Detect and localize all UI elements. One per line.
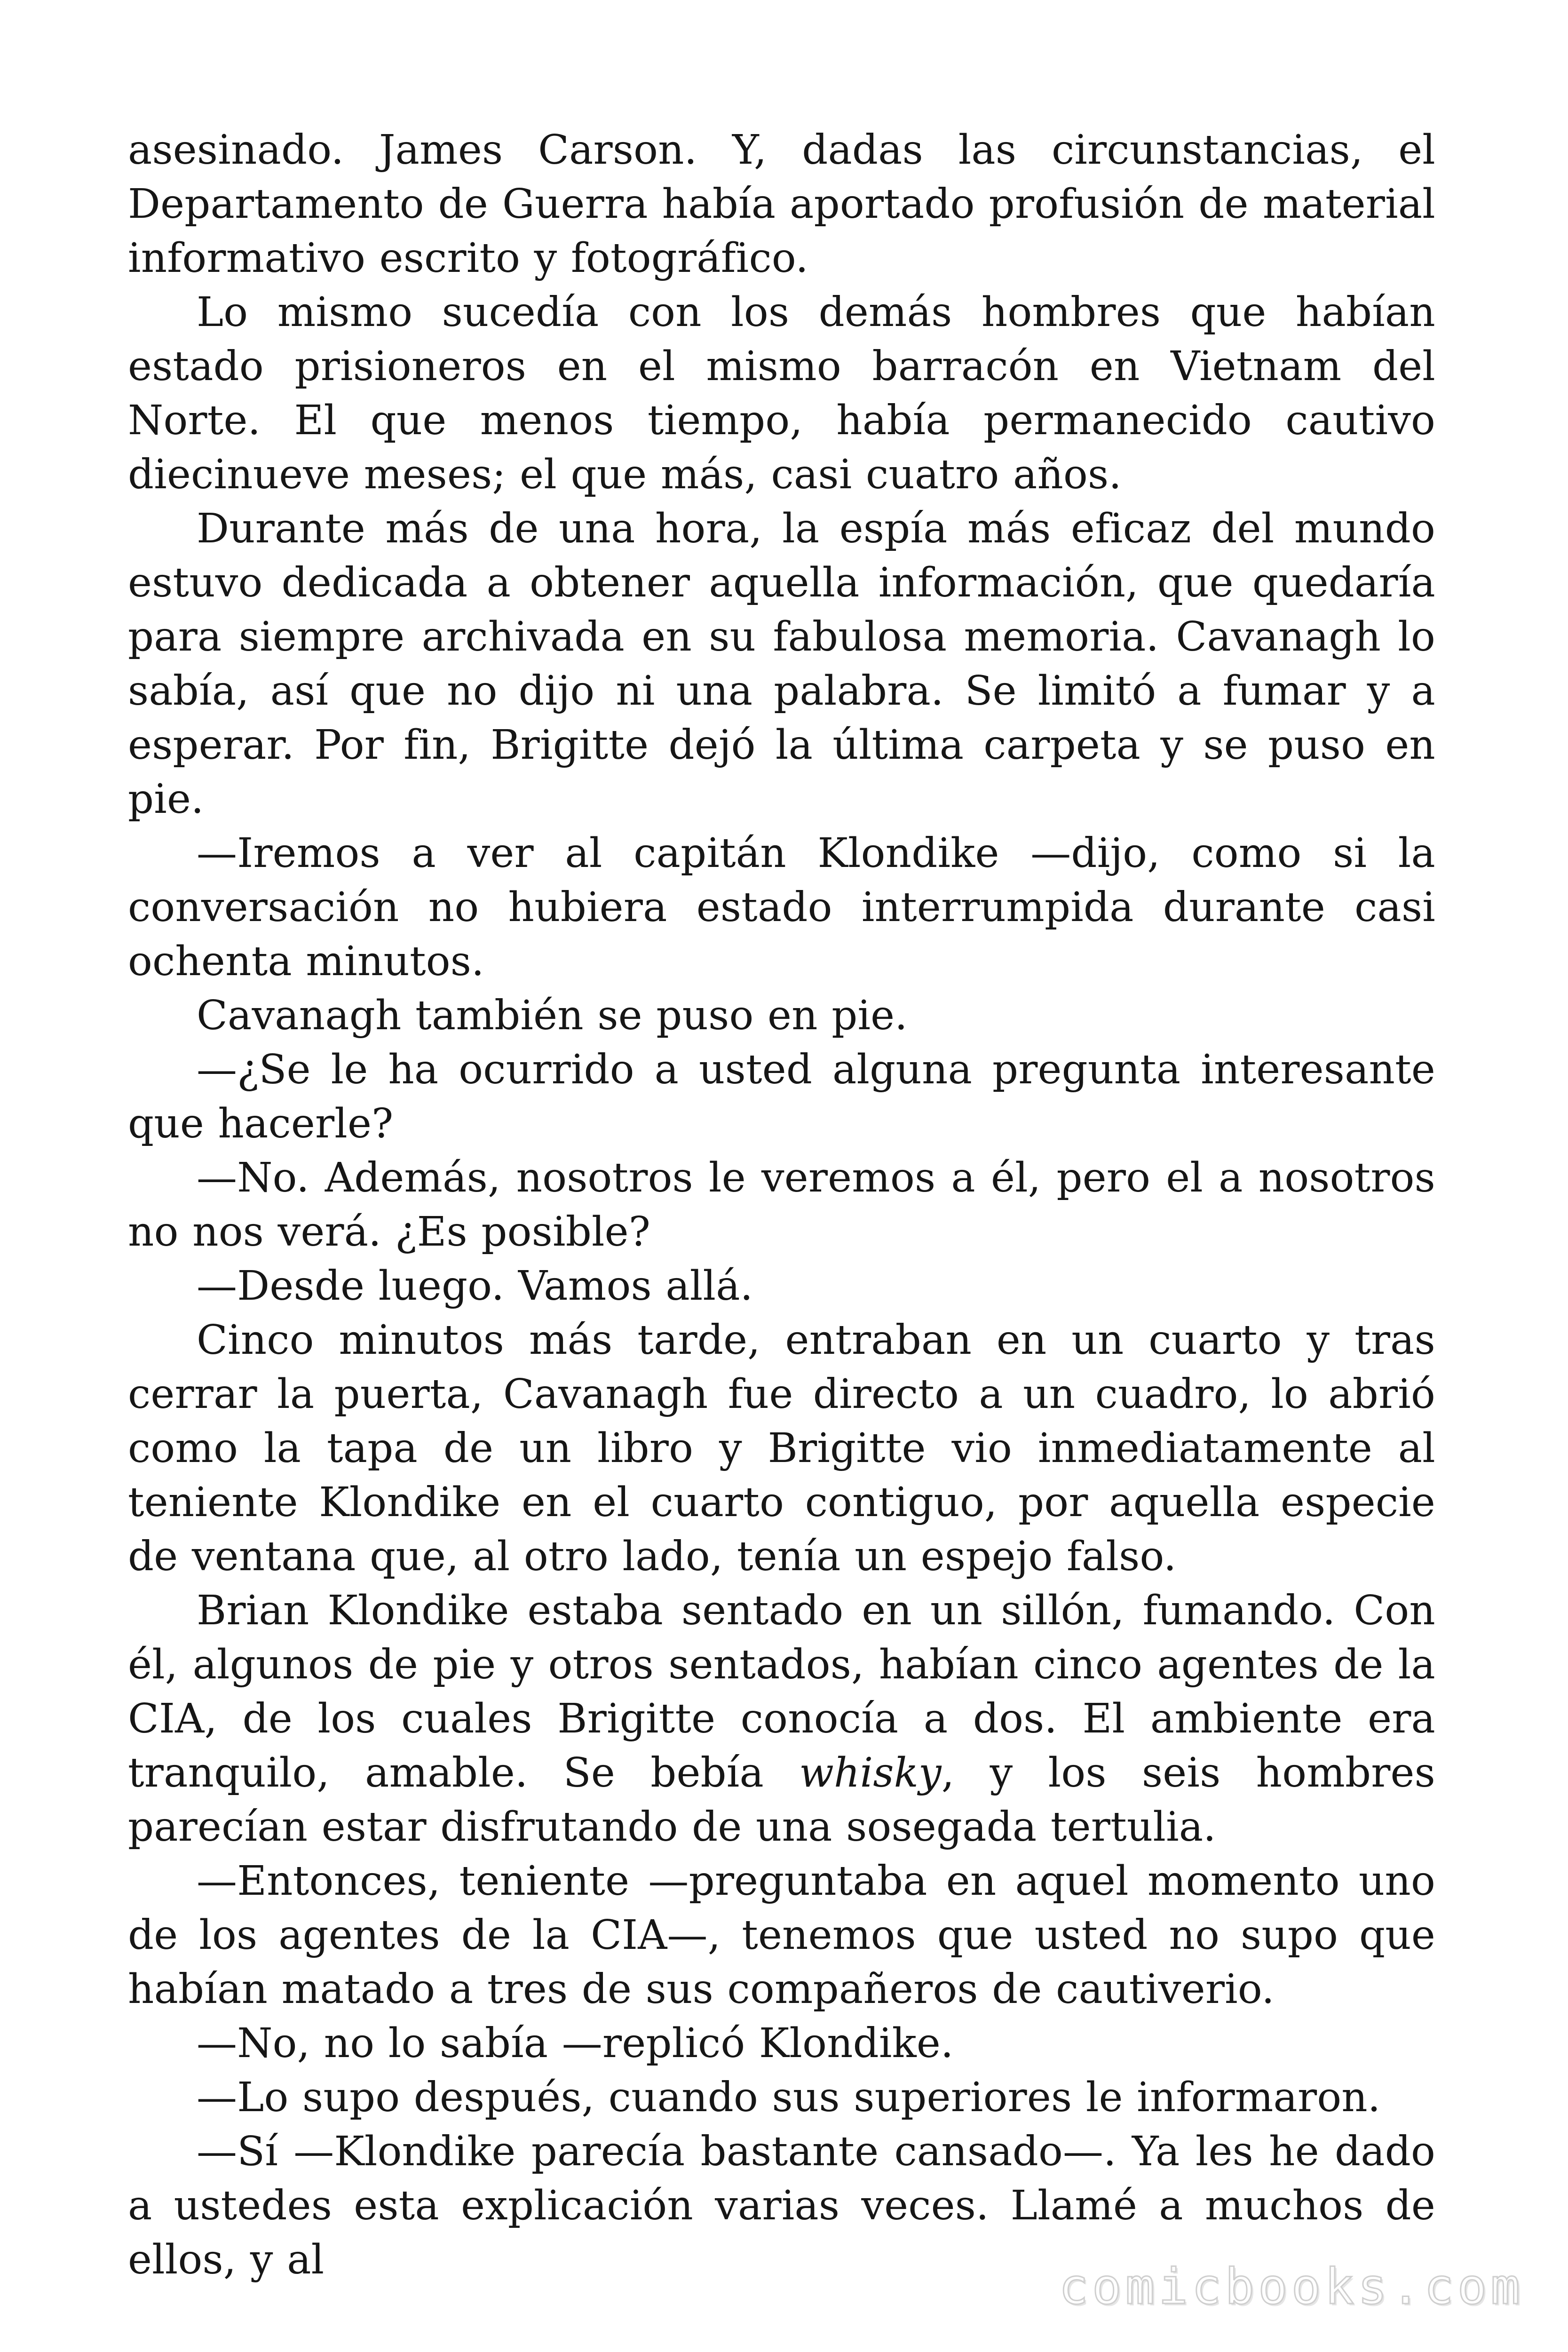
paragraph-2: Lo mismo sucedía con los demás hombres que habían estado prisioneros en el mismo barracón en Vietnam del Norte. El que menos tiempo, había permanecido cautivo diecinueve meses; el que más, casi cuatro años. — [128, 289, 1435, 498]
paragraph-10-end: , y los seis hombres parecían estar disfrutando de una sosegada tertulia. — [128, 1749, 1435, 1851]
paragraph-4: —Iremos a ver al capitán Klondike —dijo, como si la conversación no hubiera estado interrumpida durante casi ochenta minutos. — [128, 830, 1435, 985]
paragraph-13: —Lo supo después, cuando sus superiores le informaron. — [197, 2074, 1381, 2121]
paragraph-11: —Entonces, teniente —preguntaba en aquel momento uno de los agentes de la CIA—, tenemos que usted no supo que habían matado a tres de sus compañeros de cautiverio. — [128, 1858, 1435, 2013]
paragraph-10 — [128, 1584, 1435, 1854]
italic-term: whisky — [799, 1749, 942, 1796]
paragraph-1: asesinado. James Carson. Y, dadas las circunstancias, el Departamento de Guerra había aportado profusión de material informativo escrito y fotográfico. — [128, 127, 1435, 282]
watermark: comicbooks.com — [1059, 2258, 1524, 2315]
paragraph-10-start: Brian Klondike estaba sentado en un sillón, fumando. Con él, algunos de pie y otros sentados, habían cinco agentes de la CIA, de los cuales Brigitte conocía a dos. El ambiente era tranquilo, amable. Se bebía — [128, 1587, 1435, 1796]
paragraph-9: Cinco minutos más tarde, entraban en un cuarto y tras cerrar la puerta, Cavanagh fue directo a un cuadro, lo abrió como la tapa de un libro y Brigitte vio inmediatamente al teniente Klondike en el cuarto contiguo, por aquella especie de ventana que, al otro lado, tenía un espejo falso. — [128, 1317, 1435, 1580]
book-page — [128, 123, 1435, 2287]
paragraph-5: Cavanagh también se puso en pie. — [197, 992, 908, 1039]
paragraph-7: —No. Además, nosotros le veremos a él, pero el a nosotros no nos verá. ¿Es posible? — [128, 1154, 1435, 1255]
paragraph-14: —Sí —Klondike parecía bastante cansado—. Ya les he dado a ustedes esta explicación varias veces. Llamé a muchos de ellos, y al — [128, 2128, 1435, 2283]
paragraph-12: —No, no lo sabía —replicó Klondike. — [197, 2020, 954, 2067]
paragraph-3: Durante más de una hora, la espía más eficaz del mundo estuvo dedicada a obtener aquella información, que quedaría para siempre archivada en su fabulosa memoria. Cavanagh lo sabía, así que no dijo ni una palabra. Se limitó a fumar y a esperar. Por fin, Brigitte dejó la última carpeta y se puso en pie. — [128, 505, 1435, 823]
paragraph-8: —Desde luego. Vamos allá. — [197, 1263, 753, 1310]
paragraph-6: —¿Se le ha ocurrido a usted alguna pregunta interesante que hacerle? — [128, 1046, 1435, 1147]
